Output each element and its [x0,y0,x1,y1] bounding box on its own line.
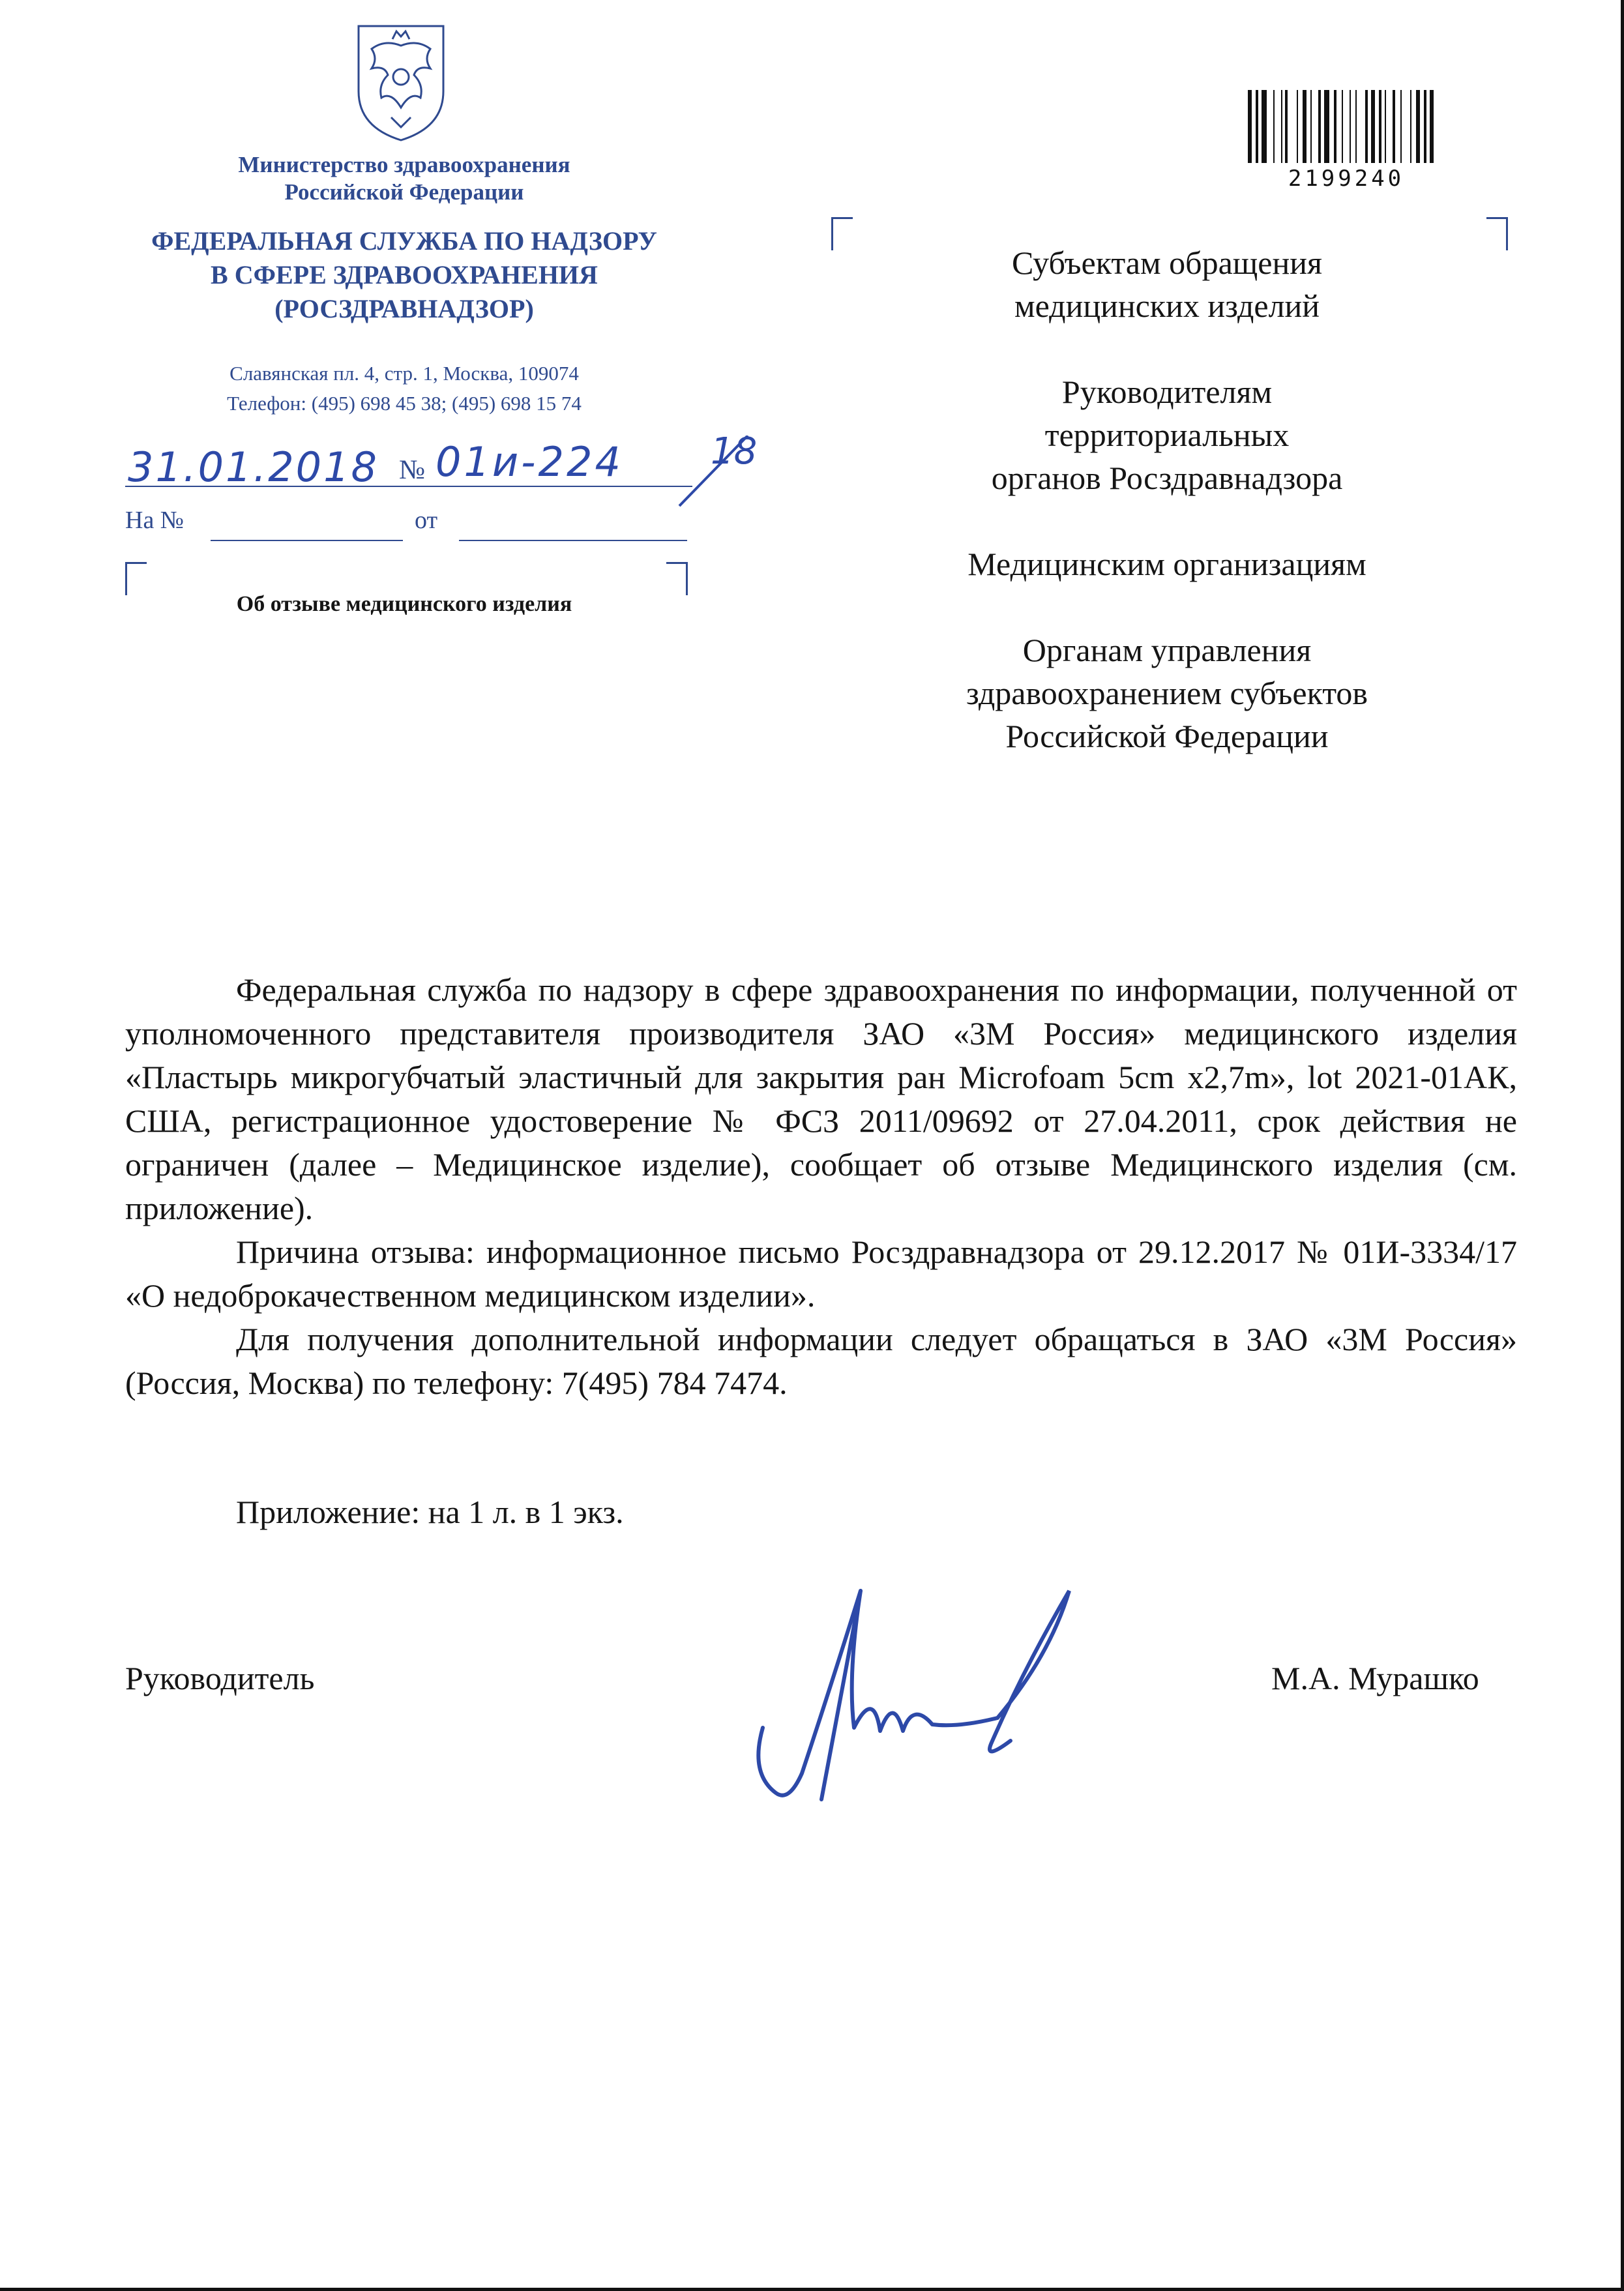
addressee-line: Органам управления [1022,632,1312,668]
addressee-line: Субъектам обращения [1012,244,1322,281]
barcode [1245,90,1447,167]
registration-number-label: № [399,455,426,485]
address-block [104,359,704,419]
registration-year-suffix: 18 [711,430,758,473]
barcode-bar [1393,90,1395,163]
phone-numbers: Телефон: (495) 698 45 38; (495) 698 15 74 [227,392,582,415]
service-line-3: (РОСЗДРАВНАДЗОР) [274,294,534,323]
letterhead [104,151,704,419]
barcode-bar [1248,90,1252,163]
registration-date: 31.01.2018 [128,443,379,491]
coat-of-arms-icon [352,20,450,143]
reference-number-line [211,540,403,541]
barcode-bar [1342,90,1343,163]
addressee-group-3 [906,542,1428,585]
addressee-group-4 [906,628,1428,758]
barcode-bar [1318,90,1321,163]
addressee-line: органов Росздравнадзора [991,460,1343,496]
barcode-bar [1424,90,1426,163]
body-paragraph-1: Федеральная служба по надзору в сфере здравоохранения по информации, полученной от уполномоченного представителя производителя ЗАО «3М Россия» медицинского изделия «Пластырь микрогубчатый эластичный для закрытия ран Microfoam 5cm x2,7m», lot 2021-01АК, США, регистрационное удостоверение № ФСЗ 2011/09692 от 27.04.2011, срок действия не ограничен (далее – Медицинское изделие), сообщает об отзыве Медицинского изделия (см. приложение). [125,971,1517,1226]
barcode-bar [1310,90,1312,163]
addressee-block [906,241,1428,801]
body-paragraph-2: Причина отзыва: информационное письмо Росздравнадзора от 29.12.2017 № 01И-3334/17 «О недоброкачественном медицинском изделии». [125,1234,1517,1314]
service-line-2: В СФЕРЕ ЗДРАВООХРАНЕНИЯ [211,260,598,289]
signer-role: Руководитель [125,1660,315,1696]
barcode-bar [1371,90,1375,163]
addressee-line: Российской Федерации [1005,718,1329,754]
barcode-bar [1334,90,1336,163]
addressee-line: здравоохранением субъектов [966,675,1368,711]
barcode-bar [1285,90,1288,163]
ministry-line-1: Министерство здравоохранения [238,152,570,177]
addressee-group-1 [906,241,1428,327]
barcode-bar [1385,90,1386,163]
reference-label: На № [125,507,185,534]
barcode-bar [1400,90,1402,163]
addressee-line: Медицинским организациям [967,546,1366,582]
barcode-number: 2199240 [1288,166,1405,192]
signer-name: М.А. Мурашко [1271,1660,1479,1696]
addressee-corner-left [831,217,853,250]
barcode-bar [1365,90,1368,163]
body-paragraph-3: Для получения дополнительной информации следует обращаться в ЗАО «3М Россия» (Россия, Москва) по телефону: 7(495) 784 7474. [125,1321,1517,1401]
barcode-bar [1410,90,1411,163]
postal-address: Славянская пл. 4, стр. 1, Москва, 109074 [229,362,579,385]
barcode-bar [1324,90,1329,163]
addressee-line: Руководителям [1061,374,1273,410]
barcode-bar [1350,90,1351,163]
registration-number: 01и-224 [436,438,623,486]
addressee-line: территориальных [1044,417,1290,453]
service-name [104,224,704,326]
barcode-bar [1416,90,1420,163]
barcode-bar [1281,90,1282,163]
subject-corner-left [125,562,147,595]
addressee-corner-right [1486,217,1508,250]
barcode-bar [1430,90,1434,163]
ministry-line-2: Российской Федерации [284,179,524,205]
appendix-note: Приложение: на 1 л. в 1 экз. [236,1494,624,1530]
barcode-bar [1355,90,1357,163]
letter-body [125,968,1517,1405]
subject-corner-right [666,562,688,595]
addressee-group-2 [906,370,1428,499]
barcode-bar [1273,90,1275,163]
barcode-bar [1256,90,1258,163]
service-line-1: ФЕДЕРАЛЬНАЯ СЛУЖБА ПО НАДЗОРУ [151,226,657,256]
reference-date-line [459,540,687,541]
barcode-bar [1303,90,1307,163]
handwritten-signature [750,1578,1089,1812]
letter-subject: Об отзыве медицинского изделия [236,592,572,616]
addressee-line: медицинских изделий [1014,288,1320,324]
barcode-bar [1297,90,1298,163]
reference-from-label: от [415,507,438,534]
barcode-bar [1379,90,1381,163]
barcode-bar [1262,90,1267,163]
